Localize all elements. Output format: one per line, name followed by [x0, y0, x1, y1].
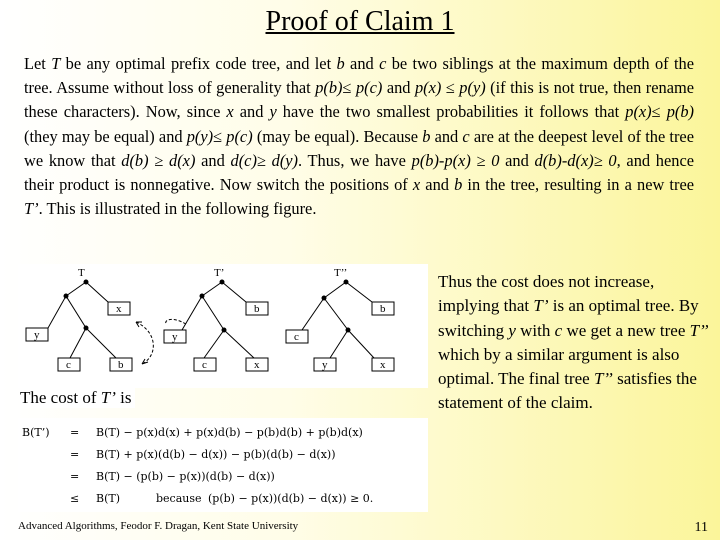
svg-text:x: x	[116, 303, 122, 315]
eq-sign-2: =	[70, 448, 80, 461]
eq-lhs: B(T’)	[22, 426, 50, 439]
conclusion-text: Thus the cost does not increase, implying that T’ is an optimal tree. By switching y with c we get a new tree T’’ which by a similar argument is also optimal. The final tree T’’ satisfies the statement of the claim.	[438, 272, 709, 413]
page-number: 11	[694, 520, 708, 535]
svg-text:y: y	[322, 359, 328, 371]
eq-condition: (p(b) − p(x))(d(b) − d(x)) ≥ 0.	[208, 492, 374, 505]
svg-text:y: y	[172, 331, 178, 343]
slide-title: Proof of Claim 1	[265, 6, 455, 37]
equation-block	[18, 418, 428, 512]
svg-text:b: b	[380, 303, 386, 315]
eq-line-4: B(T)	[96, 492, 121, 505]
eq-line-3: B(T) − (p(b) − p(x))(d(b) − d(x))	[96, 470, 275, 483]
svg-text:x: x	[254, 359, 260, 371]
tree-t-label: T	[78, 267, 85, 279]
tree-t-prime-label: T’	[214, 267, 225, 279]
swap-arrow	[136, 322, 153, 364]
proof-paragraph: Let T be any optimal prefix code tree, and let b and c be two siblings at the maximum depth of the tree. Assume without loss of generality that p(b)≤ p(c) and p(x) ≤ p(y) (if this is not true, then rename these characters). Now, since x and y have the two smallest probabilities it follows that p(x)≤ p(b) (they may be equal) and p(y)≤ p(c) (may be equal). Because b and c are at the deepest level of the tree we know that d(b) ≥ d(x) and d(c)≥ d(y). Thus, we have p(b)-p(x) ≥ 0 and d(b)-d(x)≥ 0, and hence their product is nonnegative. Now switch the positions of x and b in the tree, resulting in a new tree T’. This is illustrated in the following figure.	[24, 54, 695, 219]
footer-credit: Advanced Algorithms, Feodor F. Dragan, Kent State University	[18, 520, 299, 532]
cost-label: The cost of T’ is	[20, 388, 135, 408]
eq-line-2: B(T) + p(x)(d(b) − d(x)) − p(b)(d(b) − d(x))	[96, 448, 336, 461]
tree-t-double-prime-label: T’’	[334, 267, 348, 279]
swap-arrow-2	[166, 319, 186, 324]
svg-text:y: y	[34, 329, 40, 341]
eq-because: because	[156, 492, 202, 505]
eq-sign-4: ≤	[70, 492, 80, 505]
eq-sign-1: =	[70, 426, 80, 439]
svg-text:c: c	[66, 359, 71, 371]
tree-diagram	[18, 264, 428, 388]
svg-text:x: x	[380, 359, 386, 371]
eq-line-1: B(T) − p(x)d(x) + p(x)d(b) − p(b)d(b) + p(b)d(x)	[96, 426, 363, 439]
svg-text:b: b	[118, 359, 124, 371]
svg-text:b: b	[254, 303, 260, 315]
svg-text:c: c	[294, 331, 299, 343]
eq-sign-3: =	[70, 470, 80, 483]
svg-text:c: c	[202, 359, 207, 371]
tree-t-internal-nodes	[64, 280, 89, 331]
tree-swap-figure	[18, 264, 428, 388]
cost-equations	[18, 418, 428, 512]
